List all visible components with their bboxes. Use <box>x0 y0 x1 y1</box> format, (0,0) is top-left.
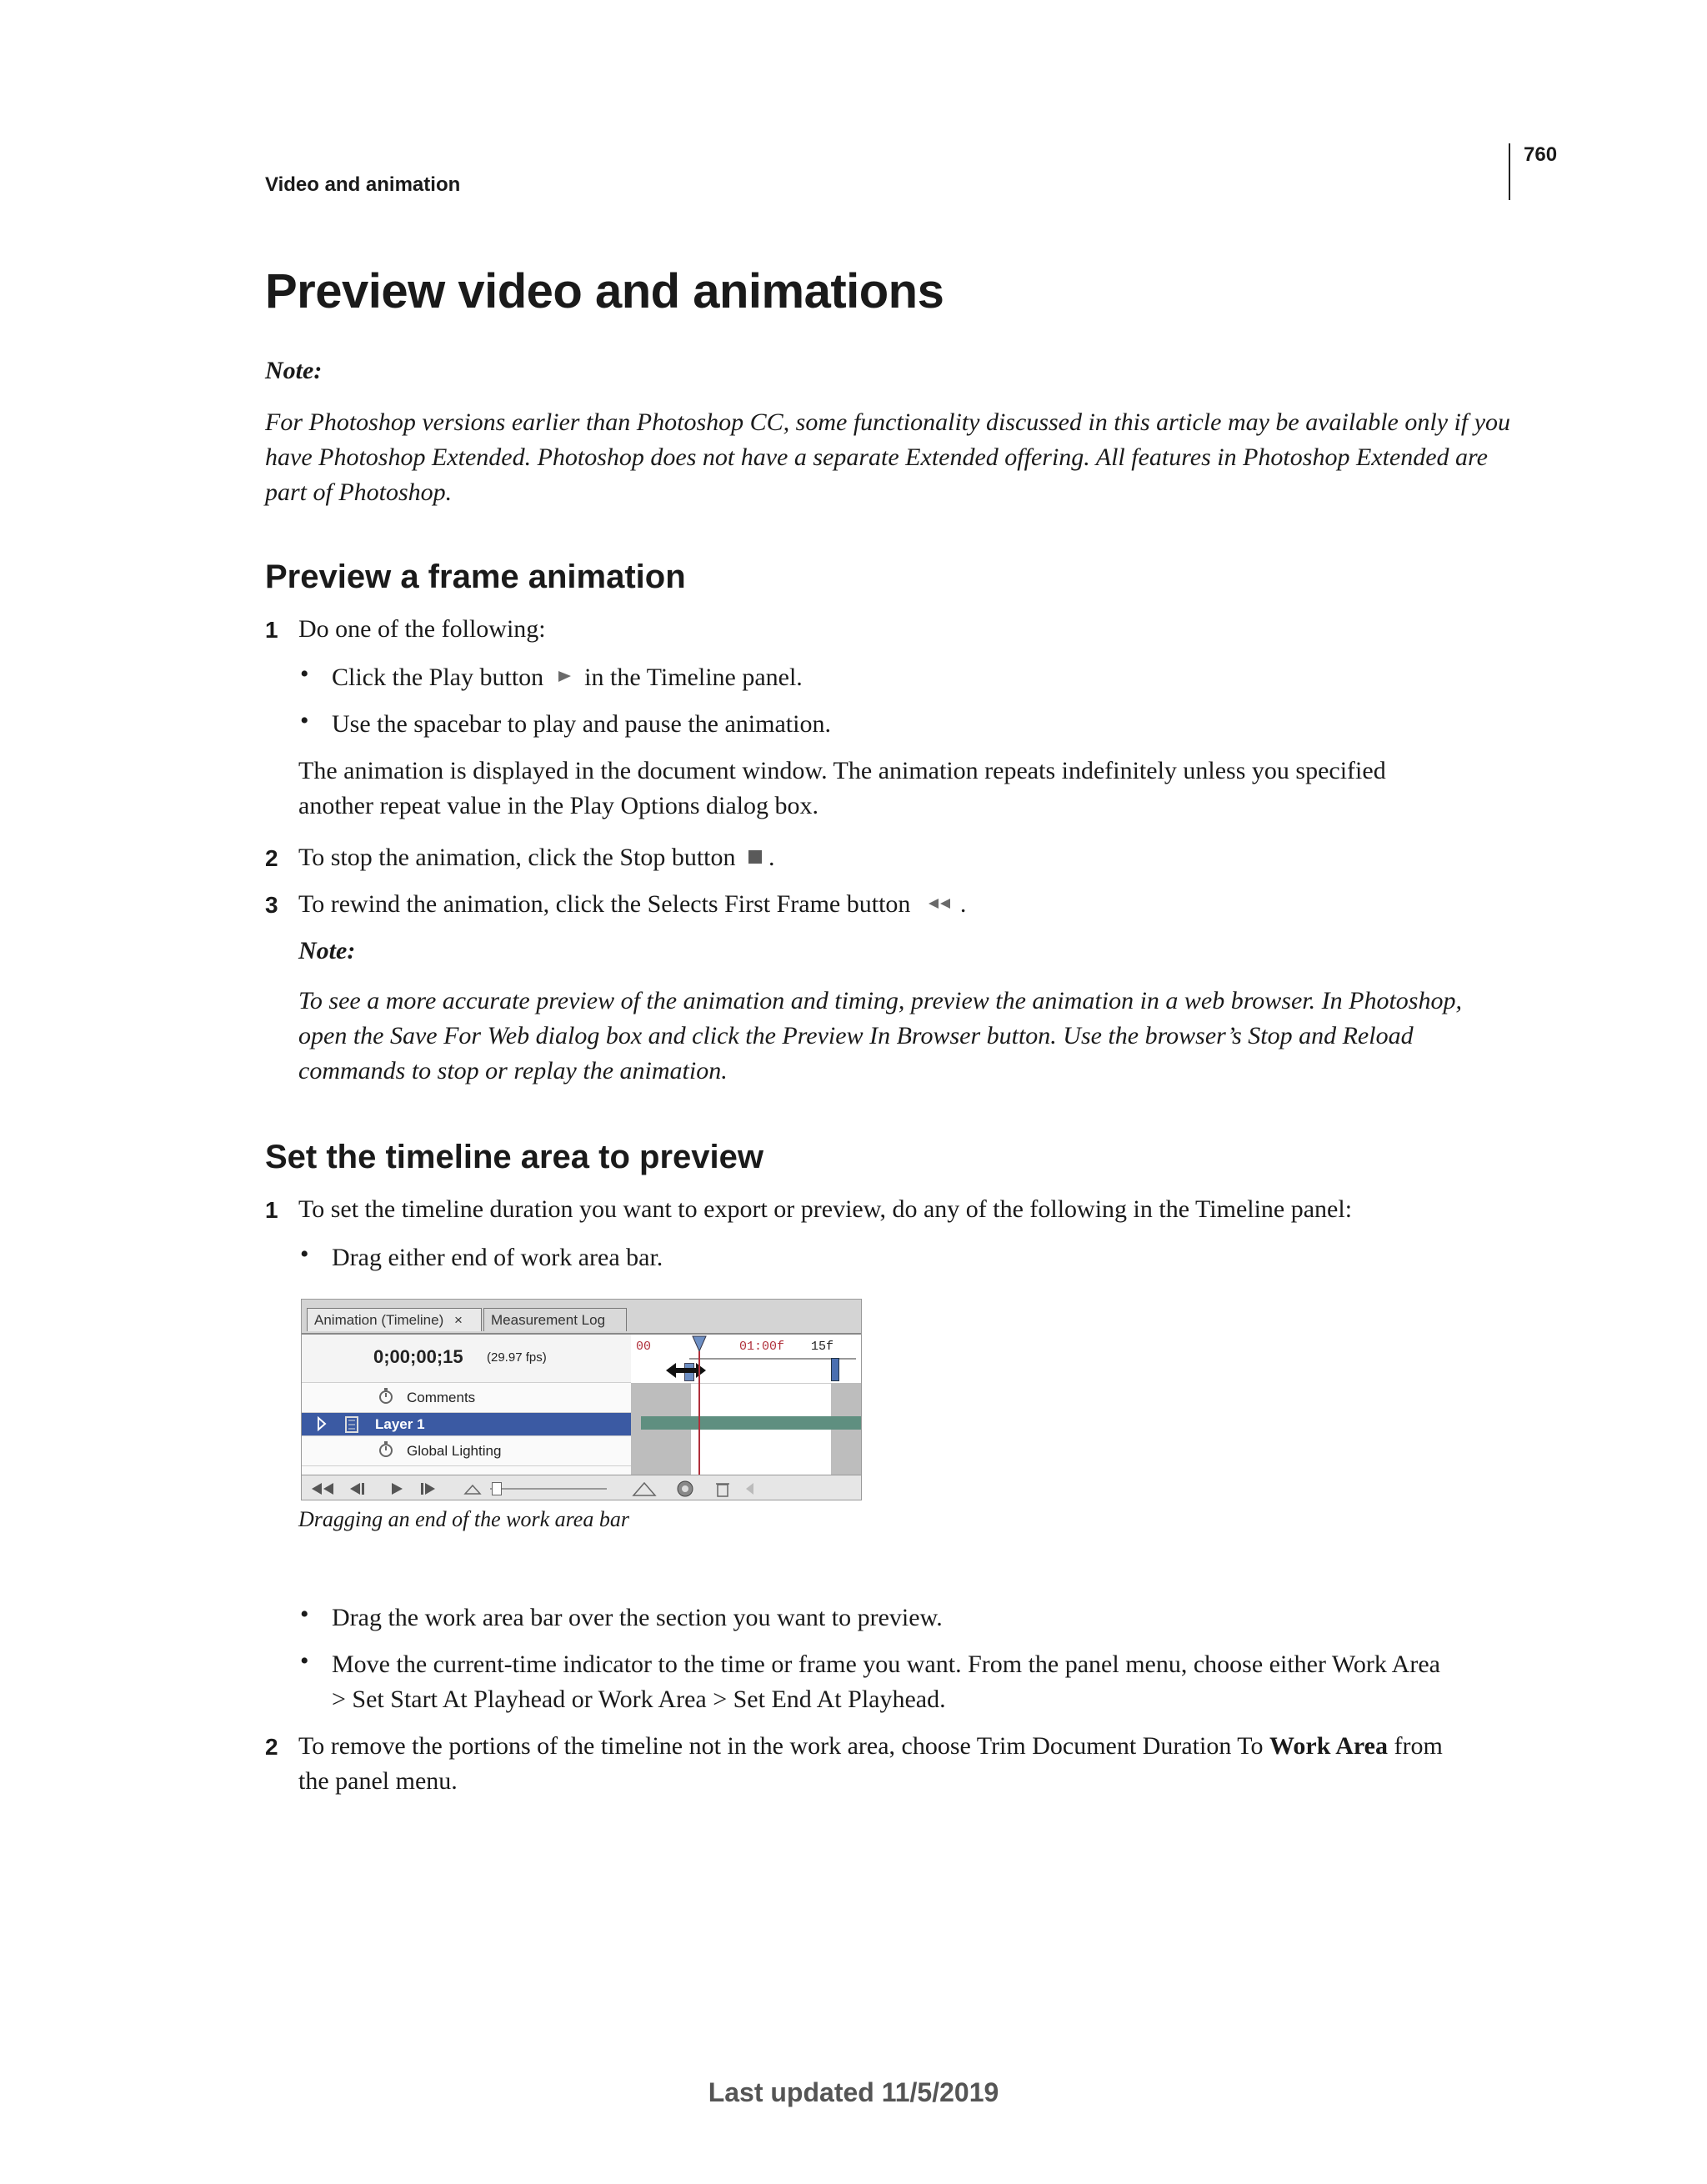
timecode-row <box>302 1335 631 1383</box>
tab-measurement-log: Measurement Log <box>483 1308 627 1331</box>
figure-caption: Dragging an end of the work area bar <box>298 1507 629 1531</box>
tab-label: Animation (Timeline) <box>314 1312 444 1328</box>
fps-label: (29.97 fps) <box>487 1350 547 1365</box>
paragraph-line: The animation is displayed in the document window. The animation repeats indefinitely unless you specified <box>298 757 1386 784</box>
step-text-part: . <box>768 844 775 871</box>
step-number: 1 <box>265 1197 278 1223</box>
time-ruler <box>631 1335 862 1384</box>
ruler-label: 15f <box>811 1340 834 1354</box>
bullet-dot: • <box>300 1240 309 1268</box>
first-frame-icon <box>308 1480 337 1500</box>
stopwatch-icon <box>378 1441 393 1462</box>
note-text-line: For Photoshop versions earlier than Photoshop CC, some functionality discussed in this article may be available only if you <box>265 408 1511 436</box>
next-frame-icon <box>418 1480 440 1500</box>
note-text-line: open the Save For Web dialog box and click the Preview In Browser button. Use the browser’s Stop and Reload <box>298 1022 1414 1049</box>
step-text-part: To rewind the animation, click the Selects First Frame button <box>298 890 911 918</box>
first-frame-icon <box>922 889 955 924</box>
step-number: 2 <box>265 1734 278 1760</box>
layer-duration-bar <box>641 1416 862 1430</box>
section-heading: Set the timeline area to preview <box>265 1139 763 1175</box>
note-text-line: part of Photoshop. <box>265 478 453 506</box>
play-icon <box>388 1480 405 1500</box>
tab-animation-timeline <box>307 1308 482 1331</box>
bullet-dot: • <box>300 660 309 688</box>
timecode: 0;00;00;15 <box>373 1346 463 1367</box>
bullet-dot: • <box>300 1600 309 1628</box>
bullet-item: Use the spacebar to play and pause the animation. <box>332 710 831 738</box>
step-text-part: To stop the animation, click the Stop button <box>298 844 736 871</box>
work-area-end-handle <box>831 1358 839 1381</box>
note-label: Note: <box>298 937 356 964</box>
header-rule <box>1509 143 1510 200</box>
expand-triangle-icon <box>317 1416 327 1435</box>
bullet-item-line: Move the current-time indicator to the time or frame you want. From the panel menu, choose either Work Area <box>332 1651 1440 1678</box>
layers-column <box>302 1335 631 1493</box>
film-icon <box>345 1416 358 1437</box>
step-number: 1 <box>265 617 278 643</box>
bullet-dot: • <box>300 1647 309 1675</box>
resize-arrows-icon <box>664 1360 708 1385</box>
page-number: 760 <box>1524 143 1558 166</box>
onion-skin-icon <box>675 1479 695 1500</box>
note-text-line: To see a more accurate preview of the animation and timing, preview the animation in a web browser. In Photoshop, <box>298 987 1462 1014</box>
previous-frame-icon <box>345 1480 367 1500</box>
note-text-line: have Photoshop Extended. Photoshop does not have a separate Extended offering. All features in Photoshop Extended are <box>265 443 1488 471</box>
step-text <box>298 840 775 877</box>
zoom-slider-thumb <box>492 1482 502 1495</box>
paragraph-line: another repeat value in the Play Options dialog box. <box>298 792 819 819</box>
step-number: 3 <box>265 892 278 918</box>
timeline-controls <box>302 1475 862 1500</box>
stop-icon <box>747 842 763 877</box>
bullet-item: Drag the work area bar over the section you want to preview. <box>332 1604 943 1631</box>
layer-row <box>302 1413 631 1436</box>
step-text-part: . <box>959 890 967 918</box>
close-icon: × <box>453 1312 463 1328</box>
bullet-item-line: > Set Start At Playhead or Work Area > Set End At Playhead. <box>332 1686 946 1713</box>
stopwatch-icon <box>378 1388 393 1409</box>
timeline-track-area <box>631 1335 862 1493</box>
timeline-panel-screenshot <box>301 1299 862 1500</box>
step-text: Do one of the following: <box>298 615 546 643</box>
bullet-text: Click the Play button <box>332 664 544 691</box>
ruler-label: 00 <box>636 1340 652 1354</box>
panel-tab-bar <box>302 1300 861 1335</box>
note-text-line: commands to stop or replay the animation. <box>298 1057 728 1084</box>
trash-icon <box>715 1480 730 1500</box>
section-name: Video and animation <box>265 173 461 196</box>
bullet-item <box>332 660 803 697</box>
step-text-line: the panel menu. <box>298 1767 458 1795</box>
page-title: Preview video and animations <box>265 264 944 318</box>
step-text-bold: Work Area <box>1269 1732 1388 1760</box>
zoom-in-icon <box>632 1480 657 1500</box>
step-text: To set the timeline duration you want to export or preview, do any of the following in the Timeline panel: <box>298 1195 1353 1223</box>
row-label: Global Lighting <box>407 1443 502 1459</box>
step-text <box>298 887 966 924</box>
play-icon <box>555 662 573 697</box>
convert-icon <box>742 1480 760 1500</box>
global-lighting-row <box>302 1436 631 1466</box>
zoom-out-icon <box>463 1482 482 1500</box>
section-heading: Preview a frame animation <box>265 559 686 595</box>
ruler-label: 01:00f <box>739 1340 785 1354</box>
step-number: 2 <box>265 845 278 871</box>
comments-row <box>302 1383 631 1413</box>
row-label: Comments <box>407 1390 476 1405</box>
footer-last-updated: Last updated 11/5/2019 <box>708 2077 999 2107</box>
note-label: Note: <box>265 357 323 384</box>
step-text-part: To remove the portions of the timeline not in the work area, choose Trim Document Duration To <box>298 1732 1270 1760</box>
step-text <box>298 1729 1443 1764</box>
step-text-part: from <box>1387 1732 1443 1760</box>
bullet-dot: • <box>300 707 309 734</box>
row-label: Layer 1 <box>375 1416 425 1432</box>
bullet-item: Drag either end of work area bar. <box>332 1244 663 1271</box>
bullet-text: in the Timeline panel. <box>584 664 803 691</box>
zoom-slider-track <box>490 1488 607 1490</box>
